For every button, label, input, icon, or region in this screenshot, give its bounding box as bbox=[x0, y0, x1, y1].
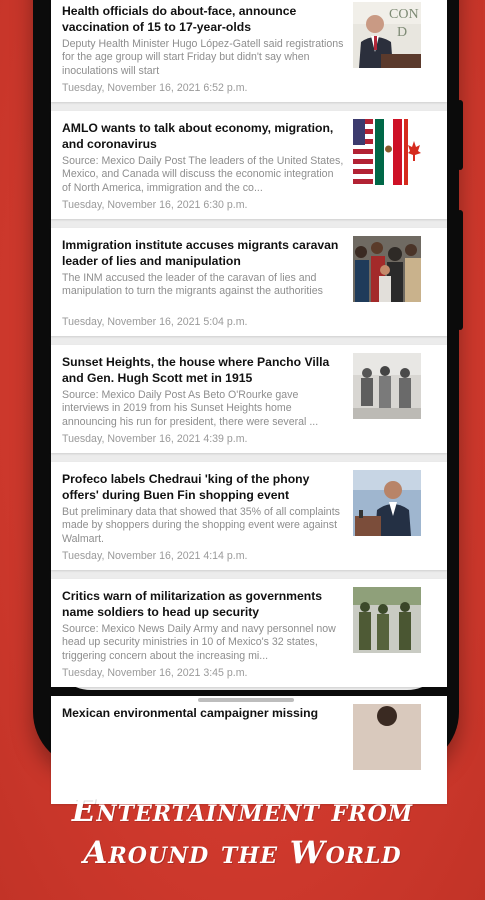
news-timestamp: Tuesday, November 16, 2021 5:04 p.m. bbox=[62, 316, 248, 328]
news-card[interactable] bbox=[51, 111, 447, 219]
news-thumbnail[interactable] bbox=[353, 587, 421, 653]
news-title[interactable]: Mexican environmental campaigner missing bbox=[62, 706, 319, 720]
news-card[interactable] bbox=[51, 228, 447, 336]
news-thumbnail[interactable] bbox=[353, 119, 421, 185]
phone-frame bbox=[33, 0, 459, 768]
promo-tagline bbox=[0, 790, 485, 874]
news-summary: The INM accused the leader of the caravan of lies and manipulation to turn the migrants against the authorities bbox=[62, 272, 323, 298]
svg-text:D: D bbox=[397, 25, 408, 40]
news-timestamp: Tuesday, November 16, 2021 6:52 p.m. bbox=[62, 82, 248, 94]
news-summary: Source: Mexico News Daily Army and navy personnel now head up security ministries in 10 of Mexico's 32 states, triggering concern about the increasing mi... bbox=[62, 623, 336, 662]
news-title[interactable]: Immigration institute accuses migrants caravan leader of lies and manipulation bbox=[62, 238, 339, 268]
news-thumbnail[interactable] bbox=[353, 704, 421, 770]
news-summary: Deputy Health Minister Hugo López-Gatell said registrations for the age group will start Friday but didn't say when inoculations will start bbox=[62, 38, 344, 77]
news-card[interactable] bbox=[51, 0, 447, 102]
news-thumbnail[interactable] bbox=[353, 236, 421, 302]
news-list[interactable] bbox=[51, 0, 447, 813]
phone-side-button bbox=[457, 210, 463, 330]
news-summary: Source: Mexico Daily Post The leaders of the United States, Mexico, and Canada will discuss the economic integration of North America, immigration and the co... bbox=[62, 155, 344, 194]
news-title[interactable]: AMLO wants to talk about economy, migration, and coronavirus bbox=[62, 121, 334, 151]
news-card[interactable] bbox=[51, 462, 447, 570]
svg-text:CON: CON bbox=[389, 7, 419, 22]
news-timestamp: Tuesday, November 16, 2021 4:14 p.m. bbox=[62, 550, 248, 562]
phone-screen bbox=[51, 0, 447, 720]
news-thumbnail[interactable] bbox=[353, 353, 421, 419]
news-card[interactable] bbox=[51, 345, 447, 453]
news-title[interactable]: Sunset Heights, the house where Pancho Villa and Gen. Hugh Scott met in 1915 bbox=[62, 355, 330, 385]
news-title[interactable]: Health officials do about-face, announce vaccination of 15 to 17-year-olds bbox=[62, 4, 297, 34]
news-timestamp: Tuesday, November 16, 2021 6:30 p.m. bbox=[62, 199, 248, 211]
news-card[interactable] bbox=[51, 696, 447, 804]
news-thumbnail[interactable] bbox=[353, 2, 421, 68]
news-title[interactable]: Profeco labels Chedraui 'king of the phony offers' during Buen Fin shopping event bbox=[62, 472, 310, 502]
news-summary: Source: Mexico Daily Post As Beto O'Rourke gave interviews in 2019 from his Sunset Heights home announcing his run for president, there were several ... bbox=[62, 389, 319, 428]
news-card[interactable] bbox=[51, 579, 447, 687]
phone-side-button bbox=[457, 100, 463, 170]
home-indicator bbox=[198, 698, 294, 702]
news-summary bbox=[62, 740, 344, 780]
tagline-line-1: Entertainment from bbox=[71, 793, 414, 829]
news-thumbnail[interactable] bbox=[353, 470, 421, 536]
news-summary: But preliminary data that showed that 35% of all complaints made by shoppers during the shopping event were against Walmart. bbox=[62, 506, 340, 545]
news-title[interactable]: Critics warn of militarization as governments name soldiers to head up security bbox=[62, 589, 323, 619]
news-timestamp: Tuesday, November 16, 2021 4:39 p.m. bbox=[62, 433, 248, 445]
news-timestamp: Tuesday, November 16, 2021 3:45 p.m. bbox=[62, 667, 248, 679]
tagline-line-2: Around the World bbox=[83, 835, 402, 871]
